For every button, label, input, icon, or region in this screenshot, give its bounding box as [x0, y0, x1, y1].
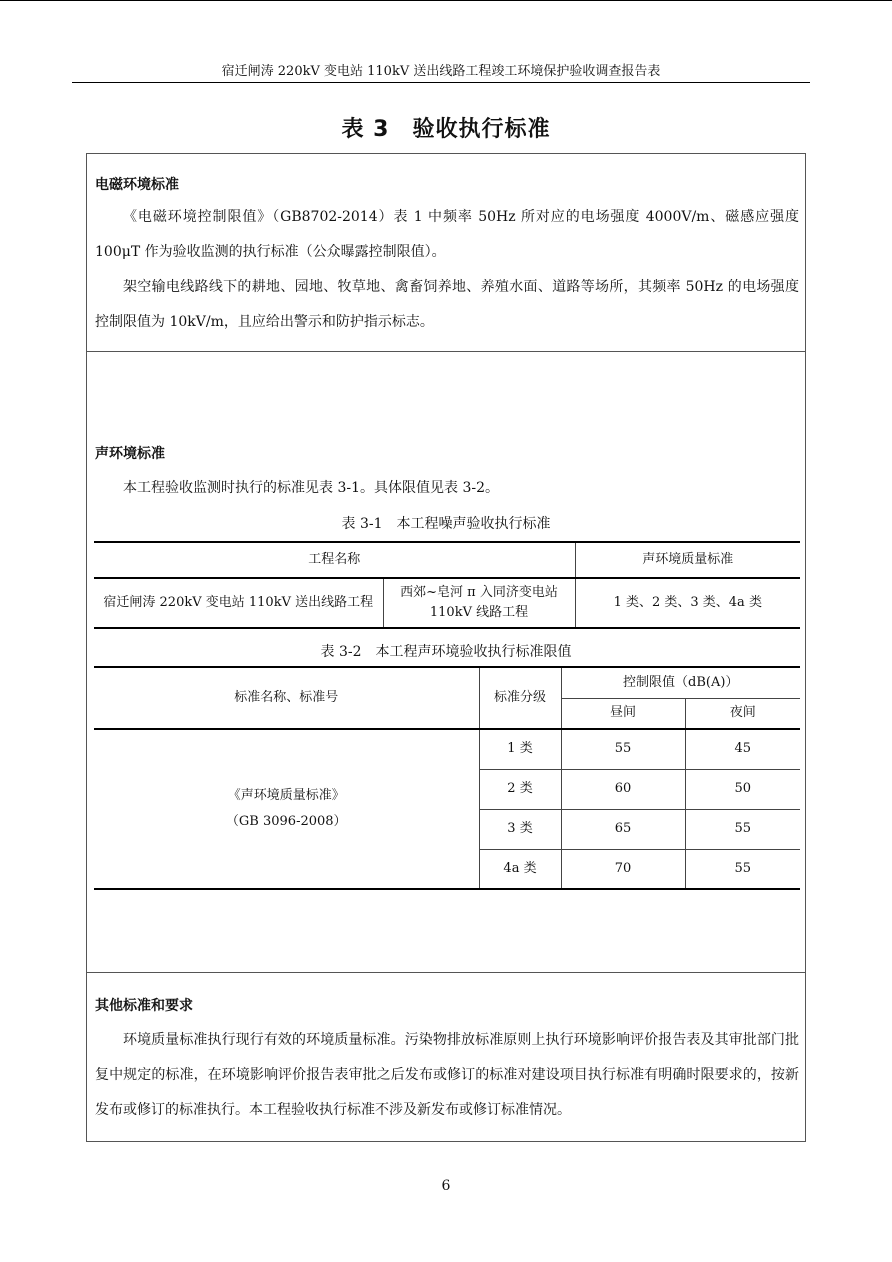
header-rule — [72, 82, 810, 83]
other-standards-section — [86, 972, 806, 1142]
night-limit-cell: 45 — [685, 729, 800, 769]
night-limit-cell: 55 — [685, 809, 800, 849]
page-top-border — [0, 0, 892, 1]
table-3-1-header-row — [94, 542, 800, 578]
day-limit-cell: 70 — [561, 849, 685, 889]
table-3-2-header-row — [94, 667, 800, 698]
standard-name: 《声环境质量标准》 — [227, 788, 345, 803]
em-paragraph-2: 架空输电线路线下的耕地、园地、牧草地、禽畜饲养地、养殖水面、道路等场所，其频率 50Hz 的电场强度控制限值为 10kV/m，且应给出警示和防护指示标志。 — [95, 279, 799, 330]
header-daytime: 昼间 — [561, 698, 685, 729]
sound-intro-paragraph: 本工程验收监测时执行的标准见表 3-1。具体限值见表 3-2。 — [123, 480, 499, 496]
table-3-1 — [94, 541, 800, 629]
header-standard-class: 标准分级 — [479, 667, 561, 729]
standard-number: （GB 3096-2008） — [225, 814, 347, 829]
day-limit-cell: 65 — [561, 809, 685, 849]
em-section-title: 电磁环境标准 — [95, 177, 179, 193]
day-limit-cell: 55 — [561, 729, 685, 769]
table-3-2 — [94, 666, 800, 890]
table-3-2-caption: 表 3-2 本工程声环境验收执行标准限值 — [320, 644, 572, 660]
table-3-1-row — [94, 578, 800, 628]
header-sound-standard: 声环境质量标准 — [575, 542, 800, 578]
other-section-title: 其他标准和要求 — [95, 998, 193, 1014]
class-cell: 4a 类 — [479, 849, 561, 889]
sub-project-cell: 西郊~皂河 π 入同济变电站 110kV 线路工程 — [383, 578, 575, 628]
page-number: 6 — [441, 1178, 451, 1194]
em-paragraph-1: 《电磁环境控制限值》（GB8702-2014）表 1 中频率 50Hz 所对应的电场强度 4000V/m、磁感应强度 100μT 作为验收监测的执行标准（公众曝露控制限值）。 — [95, 209, 799, 260]
table-3-1-caption: 表 3-1 本工程噪声验收执行标准 — [341, 516, 551, 532]
class-cell: 1 类 — [479, 729, 561, 769]
class-cell: 3 类 — [479, 809, 561, 849]
table-row — [94, 729, 800, 769]
header-standard-name: 标准名称、标准号 — [94, 667, 479, 729]
class-cell: 2 类 — [479, 769, 561, 809]
noise-categories-cell: 1 类、2 类、3 类、4a 类 — [575, 578, 800, 628]
day-limit-cell: 60 — [561, 769, 685, 809]
header-control-limit: 控制限值（dB(A)） — [561, 667, 800, 698]
sound-standard-section — [86, 351, 806, 973]
header-nighttime: 夜间 — [685, 698, 800, 729]
other-paragraph: 环境质量标准执行现行有效的环境质量标准。污染物排放标准原则上执行环境影响评价报告表及其审批部门批复中规定的标准，在环境影响评价报告表审批之后发布或修订的标准对建设项目执行标准有明确时限要求的，按新发布或修订的标准执行。本工程验收执行标准不涉及新发布或修订标准情况。 — [95, 1032, 799, 1118]
night-limit-cell: 55 — [685, 849, 800, 889]
sound-section-title: 声环境标准 — [95, 446, 165, 462]
header-project-name: 工程名称 — [94, 542, 575, 578]
em-standard-section — [86, 153, 806, 352]
running-header: 宿迁闸涛 220kV 变电站 110kV 送出线路工程竣工环境保护验收调查报告表 — [221, 64, 661, 79]
night-limit-cell: 50 — [685, 769, 800, 809]
standard-name-cell — [94, 729, 479, 889]
document-title: 表 3 验收执行标准 — [341, 117, 551, 142]
project-name-cell: 宿迁闸涛 220kV 变电站 110kV 送出线路工程 — [94, 578, 383, 628]
